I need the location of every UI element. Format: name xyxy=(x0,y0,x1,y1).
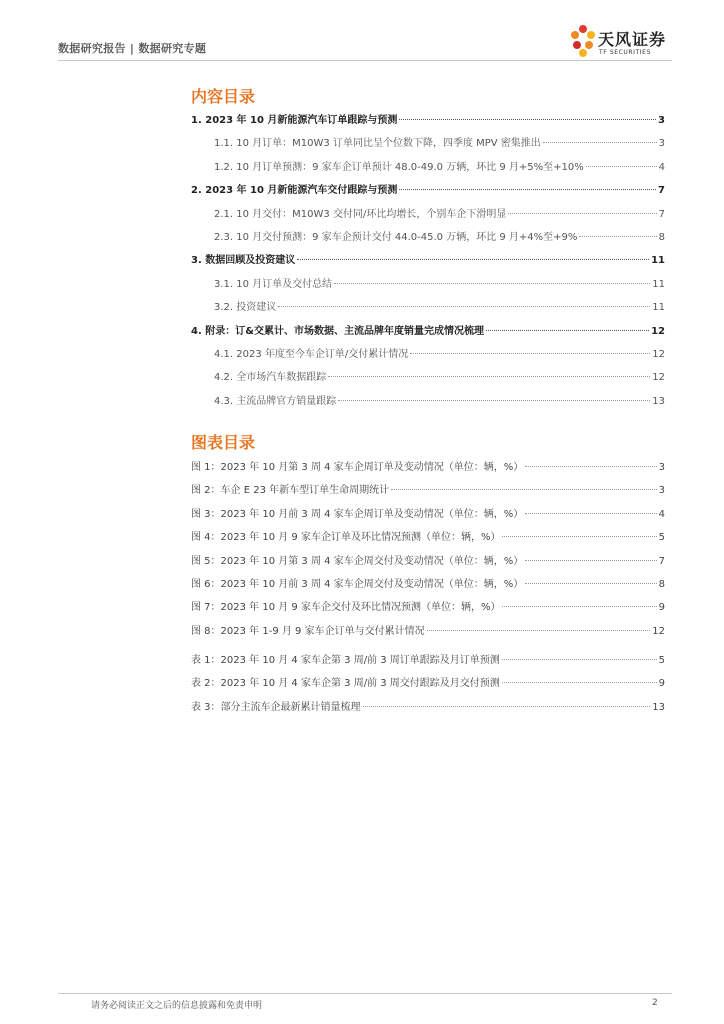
figure-entry-page: 8 xyxy=(658,578,665,590)
contents-entry[interactable] xyxy=(191,228,665,251)
table-entry-label: 表 3：部分主流车企最新累计销量梳理 xyxy=(191,701,361,713)
dot-leader xyxy=(427,630,651,631)
figure-entry-page: 7 xyxy=(658,555,665,567)
dot-leader xyxy=(297,259,649,260)
contents-entry-page: 12 xyxy=(652,348,665,360)
table-entry-page: 13 xyxy=(652,701,665,713)
figures-title: 图表目录 xyxy=(191,433,256,452)
footer-divider xyxy=(58,993,672,994)
figure-entry[interactable] xyxy=(191,552,665,575)
contents-entry[interactable] xyxy=(191,392,665,415)
contents-entry-label: 2.3. 10 月交付预测：9 家车企预计交付 44.0-45.0 万辆，环比 9 月+4%至+9% xyxy=(214,231,578,243)
contents-entry[interactable] xyxy=(191,205,665,228)
figure-entry[interactable] xyxy=(191,528,665,551)
figure-entry-label: 图 2：车企 E 23 年新车型订单生命周期统计 xyxy=(191,485,390,497)
contents-entry-label: 1.2. 10 月订单预测：9 家车企订单预计 48.0-49.0 万辆，环比 9 月+5%至+10% xyxy=(214,161,584,173)
contents-entry-page: 11 xyxy=(652,278,665,290)
dot-leader xyxy=(363,706,651,707)
contents-entry[interactable] xyxy=(191,322,665,345)
contents-entry-page: 11 xyxy=(652,302,665,314)
contents-entry[interactable] xyxy=(191,251,665,274)
dot-leader xyxy=(391,489,657,490)
contents-entry-label: 4. 附录：订&交累计、市场数据、主流品牌年度销量完成情况梳理 xyxy=(191,325,484,337)
contents-entry[interactable] xyxy=(191,111,665,134)
logo-flower-icon xyxy=(568,24,598,60)
figure-entry-page: 5 xyxy=(658,532,665,544)
dot-leader xyxy=(586,166,657,167)
dot-leader xyxy=(525,583,656,584)
logo-text: 天风证券 xyxy=(598,30,667,49)
figure-entry[interactable] xyxy=(191,458,665,481)
contents-entry[interactable] xyxy=(191,368,665,391)
contents-entry-page: 12 xyxy=(652,372,665,384)
table-entry-page: 9 xyxy=(658,678,665,690)
dot-leader xyxy=(502,659,657,660)
figure-entry[interactable] xyxy=(191,505,665,528)
contents-entry-page: 11 xyxy=(651,255,665,267)
figure-entry-label: 图 7：2023 年 10 月 9 家车企交付及环比情况预测（单位：辆，%） xyxy=(191,602,501,614)
logo-subtext: TF SECURITIES xyxy=(599,49,651,56)
dot-leader xyxy=(525,560,656,561)
contents-entry-label: 4.2. 全市场汽车数据跟踪 xyxy=(214,372,327,384)
dot-leader xyxy=(334,283,650,284)
figure-entry-label: 图 6：2023 年 10 月前 3 周 4 家车企周交付及变动情况（单位：辆，%） xyxy=(191,578,524,590)
contents-entry-label: 4.3. 主流品牌官方销量跟踪 xyxy=(214,395,337,407)
table-entry-label: 表 1：2023 年 10 月 4 家车企第 3 周/前 3 周订单跟踪及月订单预测 xyxy=(191,655,500,666)
table-entry[interactable] xyxy=(191,674,665,697)
dot-leader xyxy=(579,236,656,237)
contents-entry-label: 1.1. 10 月订单：M10W3 订单同比呈个位数下降，四季度 MPV 密集推出 xyxy=(214,138,541,150)
header-divider xyxy=(58,60,672,61)
contents-entry[interactable] xyxy=(191,298,665,321)
contents-entry[interactable] xyxy=(191,134,665,157)
figure-entry-label: 图 4：2023 年 10 月 9 家车企订单及环比情况预测（单位：辆，%） xyxy=(191,532,501,544)
figure-entry-label: 图 5：2023 年 10 月第 3 周 4 家车企周交付及变动情况（单位：辆，%） xyxy=(191,555,524,567)
footer-disclaimer: 请务必阅读正文之后的信息披露和免责申明 xyxy=(91,1001,263,1011)
contents-entry-page: 3 xyxy=(658,115,665,126)
figure-entry[interactable] xyxy=(191,598,665,621)
header-breadcrumb: 数据研究报告 | 数据研究专题 xyxy=(58,42,207,55)
contents-entry[interactable] xyxy=(191,158,665,181)
table-entry-page: 5 xyxy=(658,655,665,666)
figure-entry-page: 3 xyxy=(658,462,665,473)
figure-entry-page: 4 xyxy=(658,508,665,520)
figure-entry-page: 12 xyxy=(652,625,665,637)
contents-title: 内容目录 xyxy=(191,87,256,106)
contents-entry[interactable] xyxy=(191,181,665,204)
figure-entry-page: 9 xyxy=(658,602,665,614)
contents-entry-page: 12 xyxy=(651,325,665,337)
dot-leader xyxy=(328,376,650,377)
dot-leader xyxy=(399,119,656,120)
contents-entry-page: 13 xyxy=(652,395,665,407)
contents-entry-label: 2.1. 10 月交付：M10W3 交付同/环比均增长，个别车企下滑明显 xyxy=(214,208,507,220)
contents-entry-label: 4.1. 2023 年度至今车企订单/交付累计情况 xyxy=(214,348,409,360)
dot-leader xyxy=(399,189,656,190)
dot-leader xyxy=(486,330,649,331)
dot-leader xyxy=(502,606,656,607)
figure-entry[interactable] xyxy=(191,481,665,504)
table-entry[interactable] xyxy=(191,651,665,674)
dot-leader xyxy=(278,306,650,307)
contents-entry-label: 2. 2023 年 10 月新能源汽车交付跟踪与预测 xyxy=(191,185,398,197)
figure-entry-label: 图 1：2023 年 10 月第 3 周 4 家车企周订单及变动情况（单位：辆，%） xyxy=(191,462,524,473)
figure-entry[interactable] xyxy=(191,622,665,645)
contents-entry-label: 3.1. 10 月订单及交付总结 xyxy=(214,278,333,290)
figure-entry[interactable] xyxy=(191,575,665,598)
tables-list xyxy=(191,651,665,721)
dot-leader xyxy=(502,536,656,537)
dot-leader xyxy=(543,142,657,143)
contents-entry[interactable] xyxy=(191,345,665,368)
contents-entry-label: 1. 2023 年 10 月新能源汽车订单跟踪与预测 xyxy=(191,115,398,126)
figure-entry-label: 图 8：2023 年 1-9 月 9 家车企订单与交付累计情况 xyxy=(191,625,425,637)
contents-entry[interactable] xyxy=(191,275,665,298)
page-number: 2 xyxy=(652,998,658,1008)
dot-leader xyxy=(525,466,656,467)
dot-leader xyxy=(410,353,650,354)
contents-entry-page: 8 xyxy=(658,231,665,243)
figure-entry-label: 图 3：2023 年 10 月前 3 周 4 家车企周订单及变动情况（单位：辆，%） xyxy=(191,508,524,520)
table-entry-label: 表 2：2023 年 10 月 4 家车企第 3 周/前 3 周交付跟踪及月交付预测 xyxy=(191,678,500,690)
dot-leader xyxy=(338,400,650,401)
contents-list xyxy=(191,111,665,415)
table-entry[interactable] xyxy=(191,698,665,721)
dot-leader xyxy=(508,213,656,214)
figure-entry-page: 3 xyxy=(658,485,665,497)
contents-entry-page: 3 xyxy=(658,138,665,150)
figures-list xyxy=(191,458,665,645)
contents-entry-page: 7 xyxy=(658,208,665,220)
contents-entry-label: 3.2. 投资建议 xyxy=(214,302,277,314)
dot-leader xyxy=(502,682,657,683)
dot-leader xyxy=(525,513,656,514)
contents-entry-label: 3. 数据回顾及投资建议 xyxy=(191,255,296,267)
contents-entry-page: 7 xyxy=(658,185,665,197)
contents-entry-page: 4 xyxy=(658,161,665,173)
